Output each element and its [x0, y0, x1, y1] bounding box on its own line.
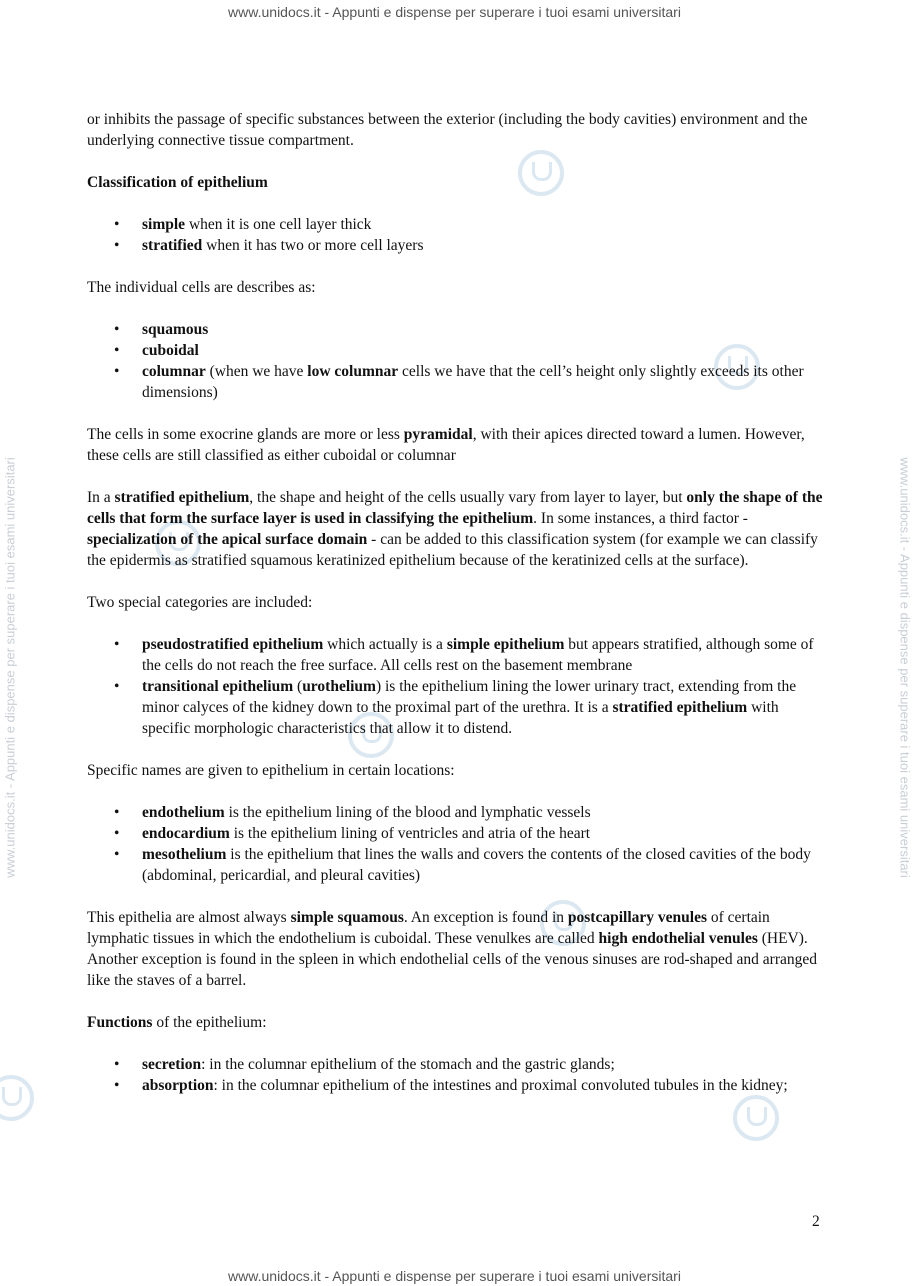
- paragraph-pyramidal: The cells in some exocrine glands are more or less pyramidal, with their apices directed toward a lumen. However, these cells are still classified as either cuboidal or columnar: [87, 426, 805, 464]
- watermark-bottom: www.unidocs.it - Appunti e dispense per superare i tuoi esami universitari: [228, 1268, 681, 1284]
- list-item: • squamous: [87, 319, 827, 340]
- paragraph-cells-intro: The individual cells are describes as:: [87, 279, 316, 296]
- list-item: • transitional epithelium (urothelium) is the epithelium lining the lower urinary tract, extending from the minor calyces of the kidney down to the proximal part of the urethra. It is a stratified epithelium with specific morphologic characteristics that allow it to distend.: [87, 676, 827, 739]
- list-item: • stratified when it has two or more cell layers: [87, 235, 827, 256]
- paragraph-stratified: In a stratified epithelium, the shape and height of the cells usually vary from layer to layer, but only the shape of the cells that form the surface layer is used in classifying the epithelium. In some instances, a third factor - specialization of the apical surface domain - can be added to this classification system (for example we can classify the epidermis as stratified squamous keratinized epithelium because of the keratinized cells at the surface).: [87, 489, 823, 569]
- list-item: • simple when it is one cell layer thick: [87, 214, 827, 235]
- document-body: [87, 109, 827, 1117]
- paragraph-intro: or inhibits the passage of specific substances between the exterior (including the body cavities) environment and the underlying connective tissue compartment.: [87, 111, 808, 149]
- paragraph-functions: Functions of the epithelium:: [87, 1014, 267, 1031]
- list-item: • secretion: in the columnar epithelium of the stomach and the gastric glands;: [87, 1054, 827, 1075]
- list-special: [87, 634, 827, 739]
- list-item: • pseudostratified epithelium which actually is a simple epithelium but appears stratified, although some of the cells do not reach the free surface. All cells rest on the basement membrane: [87, 634, 827, 676]
- list-functions: [87, 1054, 827, 1096]
- list-item: • absorption: in the columnar epithelium of the intestines and proximal convoluted tubules in the kidney;: [87, 1075, 827, 1096]
- list-item: • cuboidal: [87, 340, 827, 361]
- list-item: • columnar (when we have low columnar cells we have that the cell’s height only slightly exceeds its other dimensions): [87, 361, 827, 403]
- list-shapes: [87, 319, 827, 403]
- list-item: • endocardium is the epithelium lining of ventricles and atria of the heart: [87, 823, 827, 844]
- heading-classification: Classification of epithelium: [87, 174, 268, 191]
- watermark-top: www.unidocs.it - Appunti e dispense per superare i tuoi esami universitari: [228, 4, 681, 20]
- paragraph-names-intro: Specific names are given to epithelium in certain locations:: [87, 762, 455, 779]
- list-names: [87, 802, 827, 886]
- watermark-side-right: www.unidocs.it - Appunti e dispense per superare i tuoi esami universitari: [897, 457, 913, 878]
- watermark-side-left: www.unidocs.it - Appunti e dispense per superare i tuoi esami universitari: [2, 457, 18, 878]
- paragraph-squamous: This epithelia are almost always simple squamous. An exception is found in postcapillary venules of certain lymphatic tissues in which the endothelium is cuboidal. These venulkes are called high endothelial venules (HEV). Another exception is found in the spleen in which endothelial cells of the venous sinuses are rod-shaped and arranged like the staves of a barrel.: [87, 909, 818, 989]
- list-item: • mesothelium is the epithelium that lines the walls and covers the contents of the closed cavities of the body (abdominal, pericardial, and pleural cavities): [87, 844, 827, 886]
- watermark-logo-icon: [0, 1075, 34, 1121]
- page-number: 2: [812, 1213, 820, 1230]
- paragraph-special-intro: Two special categories are included:: [87, 594, 313, 611]
- list-layers: [87, 214, 827, 256]
- list-item: • endothelium is the epithelium lining of the blood and lymphatic vessels: [87, 802, 827, 823]
